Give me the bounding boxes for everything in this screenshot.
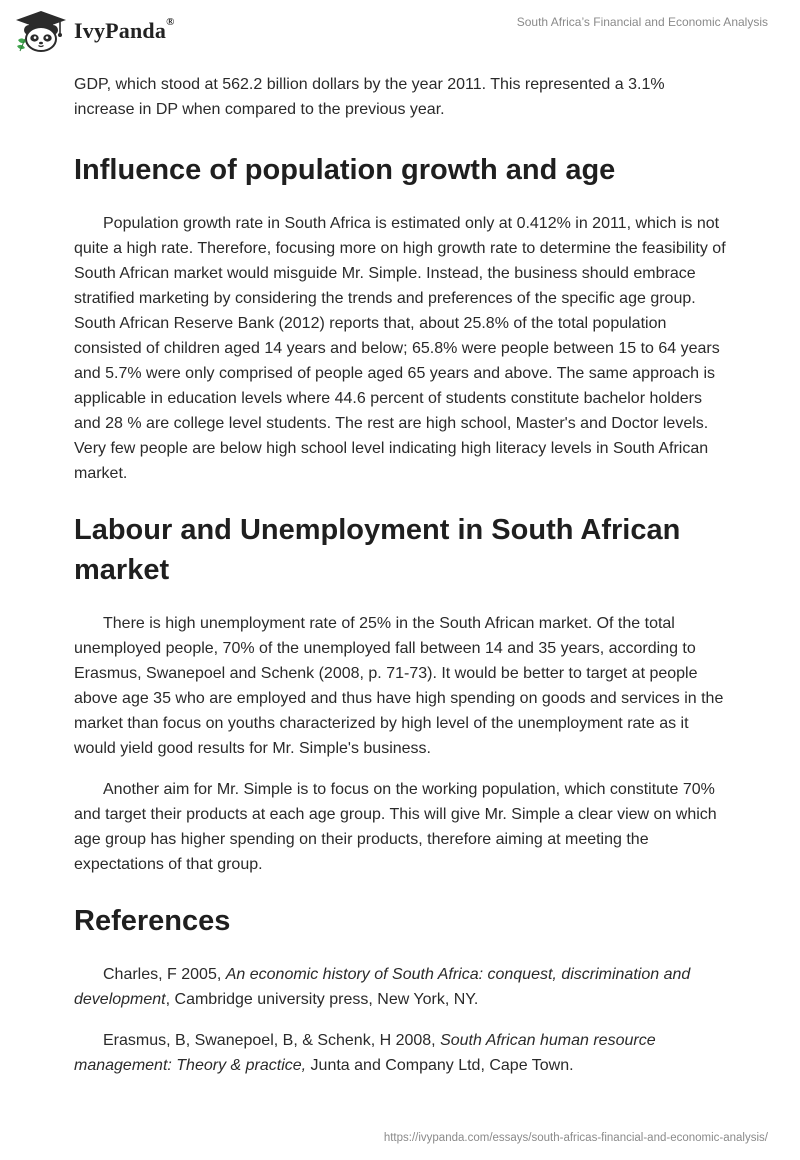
- reference-authors: Erasmus, B, Swanepoel, B, & Schenk, H 2008,: [103, 1032, 441, 1049]
- document-title: South Africa’s Financial and Economic Analysis: [516, 15, 768, 29]
- references-heading: References: [74, 905, 231, 937]
- brand-name: IvyPanda®: [74, 16, 175, 43]
- intro-paragraph: GDP, which stood at 562.2 billion dollars by the year 2011. This represented a 3.1% increase in DP when compared to the previous year.: [74, 76, 665, 118]
- ivypanda-logo[interactable]: [14, 10, 175, 52]
- labour-paragraph-1: There is high unemployment rate of 25% in the South African market. Of the total unemployed people, 70% of the unemployed fall between 14 and 35 years, according to Erasmus, Swanepoel and Schenk (2008, p. 71-73). It would be better to target at people above age 35 who are employed and thus have high spending on goods and services in the market than focus on youths characterized by high level of the unemployment rate as it would yield good results for Mr. Simple's business.: [74, 615, 724, 757]
- reference-item: [74, 962, 726, 1012]
- section-heading-labour: Labour and Unemployment in South African market: [74, 514, 681, 586]
- section-heading-population: Influence of population growth and age: [74, 154, 616, 186]
- page-header: [0, 0, 800, 70]
- population-paragraph: Population growth rate in South Africa is estimated only at 0.412% in 2011, which is not quite a high rate. Therefore, focusing more on high growth rate to determine the feasibility of South African market would misguide Mr. Simple. Instead, the business should embrace stratified marketing by considering the trends and preferences of the specific age group. South African Reserve Bank (2012) reports that, about 25.8% of the total population consisted of children aged 14 years and below; 65.8% were people between 15 to 64 years and 5.7% were only comprised of people aged 65 years and above. The same approach is applicable in education levels where 44.6 percent of students constitute bachelor holders and 28 % are college level students. The rest are high school, Master's and Doctor levels. Very few people are below high school level indicating high literacy levels in South African market.: [74, 215, 726, 482]
- registered-mark: ®: [166, 16, 175, 28]
- labour-paragraph-2: Another aim for Mr. Simple is to focus on the working population, which constitute 70% and target their products at each age group. This will give Mr. Simple a clear view on which age group has higher spending on their products, therefore aiming at meeting the expectations of that group.: [74, 781, 717, 873]
- reference-authors: Charles, F 2005,: [103, 966, 226, 983]
- reference-title: South African human resource management: Theory & practice,: [74, 1032, 656, 1074]
- reference-publisher: Junta and Company Ltd, Cape Town.: [306, 1057, 574, 1074]
- essay-content: [74, 72, 726, 1078]
- panda-mascot-icon: [14, 10, 68, 52]
- reference-item: [74, 1028, 726, 1078]
- reference-title: An economic history of South Africa: conquest, discrimination and development: [74, 966, 691, 1008]
- reference-publisher: , Cambridge university press, New York, NY.: [165, 991, 479, 1008]
- source-url-link[interactable]: https://ivypanda.com/essays/south-africas-financial-and-economic-analysis/: [383, 1132, 768, 1144]
